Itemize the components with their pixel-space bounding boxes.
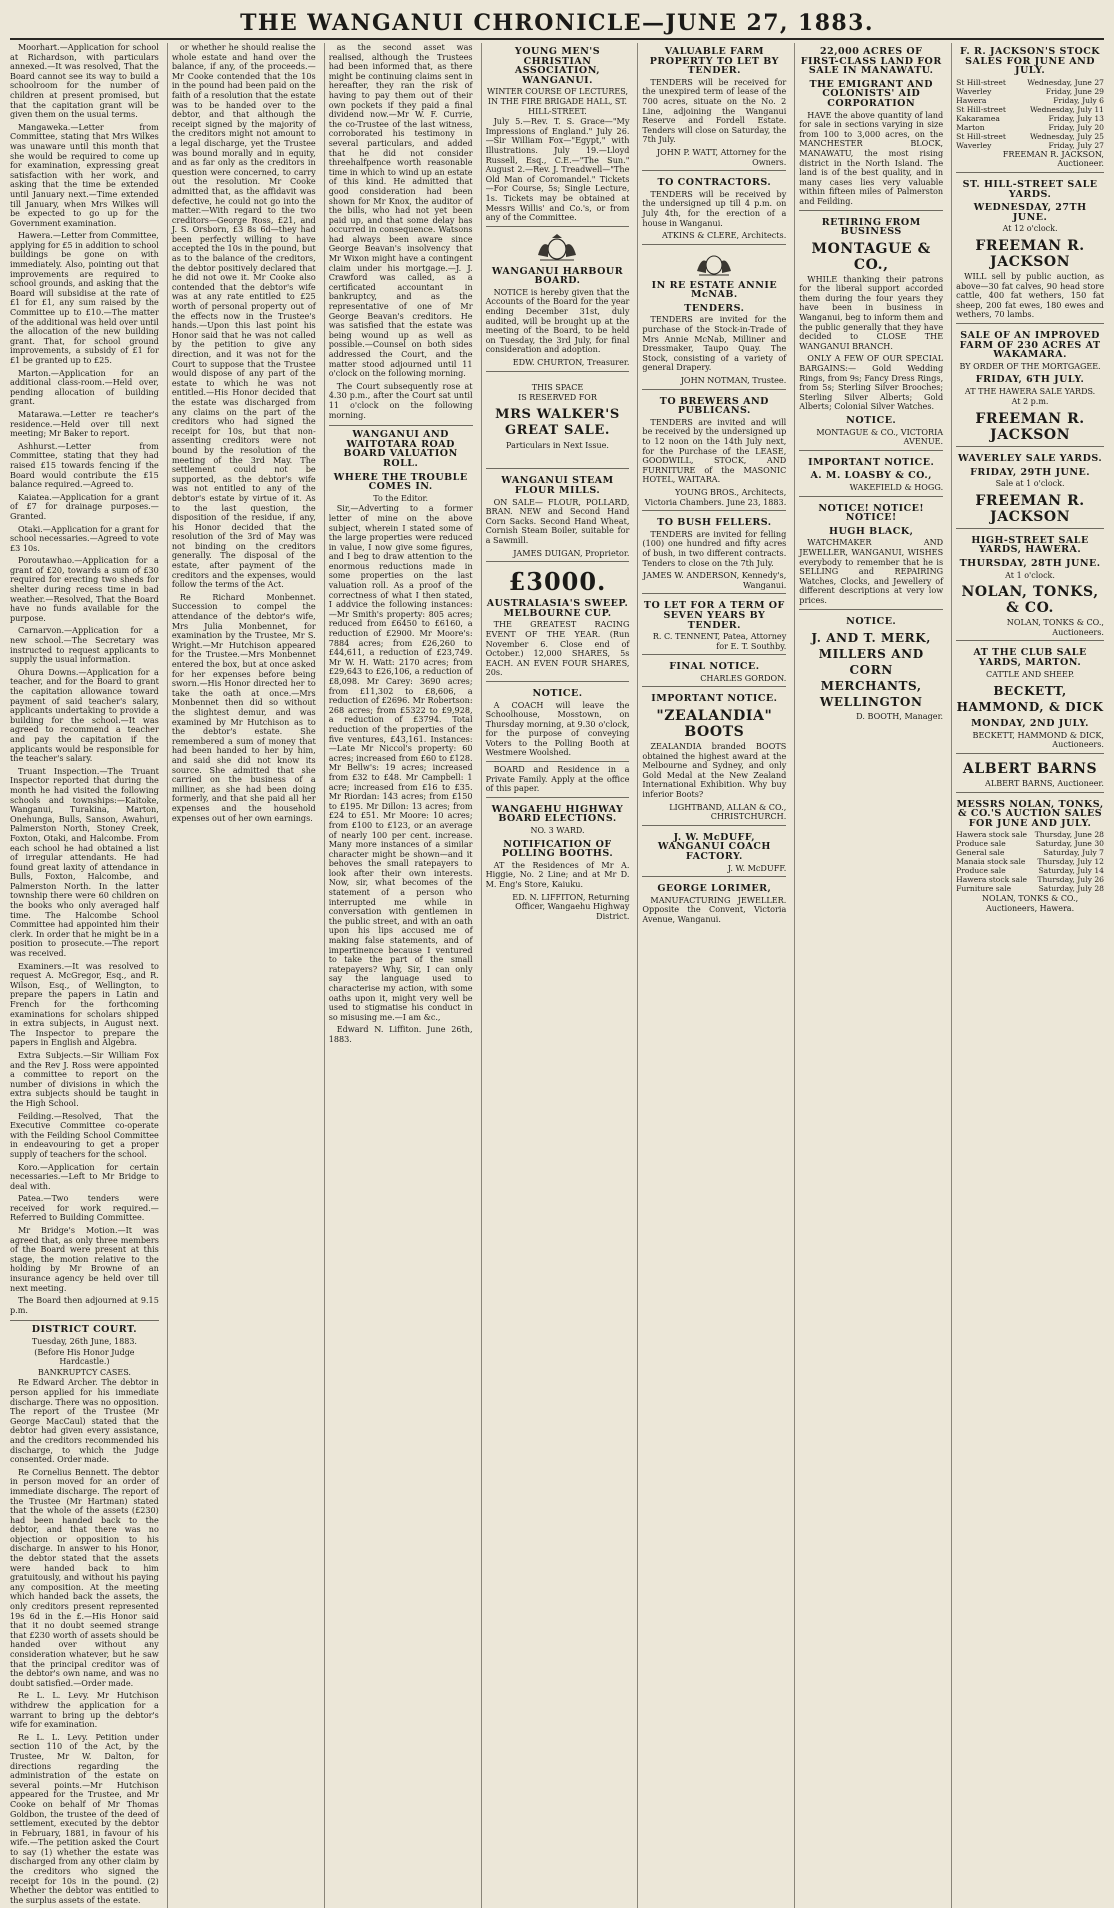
montague-title: MONTAGUE & CO.,: [811, 240, 931, 273]
board-ad: [486, 761, 630, 794]
montague-list: ONLY A FEW OF OUR SPECIAL BARGAINS:— Gold Wedding Rings, from 9s; Fancy Dress Rings, from 5s; Sterling Silver Brooches; Sterling Silver Alberts; Gold Alberts; Colonial Silver Watches.: [799, 353, 944, 412]
article-paragraph: Matarawa.—Letter re teacher's residence.—Held over till next meeting; Mr Baker to report.: [10, 408, 159, 439]
table-cell: General sale: [956, 848, 1005, 858]
emigrant-body: HAVE the above quantity of land for sale in sections varying in size from 100 to 3,000 acres, on the MANCHESTER BLOCK, MANAWATU, the most rising district in the North Island. The land is of the best quality, and in many cases lies very valuable within fifteen miles of Palmerston and Feilding.: [799, 109, 944, 206]
article-paragraph: The Court subsequently rose at 4.30 p.m., after the Court sat until 11 o'clock on the following morning.: [328, 380, 473, 420]
montague-ad: [799, 210, 943, 447]
nolan-footer: NOLAN, TONKS & CO., Auctioneers, Hawera.: [982, 894, 1079, 913]
nolan-sales-title: MESSRS NOLAN, TONKS, & CO.'S AUCTION SALES FOR JUNE AND JULY.: [956, 798, 1104, 829]
table-cell: Wednesday, June 27: [1027, 77, 1104, 87]
highway-heading: NOTIFICATION OF POLLING BOOTHS.: [501, 838, 614, 860]
article-paragraph: Kaiatea.—Application for a grant of £7 for drainage purposes.—Granted.: [10, 491, 159, 521]
table-cell: Produce sale: [956, 866, 1006, 876]
court-paragraphs: [10, 1378, 159, 1905]
thursday-date: THURSDAY, 28TH JUNE.: [959, 558, 1101, 570]
friday-29: FRIDAY, 29TH JUNE.: [970, 466, 1091, 478]
table-cell: Saturday, July 7: [1043, 848, 1104, 858]
sthill-time: At 12 o'clock.: [1002, 224, 1058, 234]
valuation-roll-heading: WANGANUI AND WAITOTARA ROAD BOARD VALUATION ROLL.: [343, 429, 458, 469]
column-7: [951, 43, 1104, 1908]
board-body: BOARD and Residence in a Private Family. Apply at the office of this paper.: [485, 764, 630, 794]
table-cell: Manaia stock sale: [956, 857, 1026, 867]
albert-sign: ALBERT BARNS, Auctioneer.: [984, 777, 1104, 788]
freeman-title-3: FREEMAN R. JACKSON: [975, 492, 1085, 525]
lorimer-ad: [642, 876, 786, 924]
article-paragraph: Extra Subjects.—Sir William Fox and the Rev J. Ross were appointed a committee to report on the number of divisions in which the extra subjects should be taught in the High School.: [10, 1049, 159, 1108]
table-row: [956, 848, 1104, 857]
loasby-title: A. M. LOASBY & CO.,: [810, 470, 932, 482]
divider: [10, 1320, 159, 1321]
column-4: [481, 43, 634, 1908]
article-paragraph: Re Richard Monbennet. Succession to compel the attendance of the debtor's wife, Mrs Julia Monbennet, for examination by the Trustee, Mr S. Wright.—Mr Hutchison appeared for the Trustee.—Mrs Monbennet entered the box, but at once asked for her expenses before being sworn.—His Honor directed her to take the oath at once.—Mrs Monbennet then did so without the slightest demur, and was examined by Mr Hutchison as to the debtor's estate. She remembered a sum of money that had been handed to her by him, and said she did not know its source. She admitted that she carried on the business of a milliner, as she had been doing formerly, and that she paid all her expenses and the household expenses out of her own earnings.: [171, 591, 316, 823]
columns-container: [10, 42, 1104, 1905]
sweep-title: AUSTRALASIA'S SWEEP. MELBOURNE CUP.: [486, 598, 629, 619]
farm-body: TENDERS will be received for the unexpired term of lease of the 700 acres, situate on the No. 2 Line, adjoining the Wanganui Reserve and Fordell Estate. Tenders will close on Saturday, the 7th July.: [642, 76, 787, 145]
notice-repeat: NOTICE! NOTICE! NOTICE!: [818, 502, 925, 524]
monday-date: MONDAY, 2ND JULY.: [971, 718, 1089, 730]
column-2-paragraphs: [172, 43, 316, 823]
estate-ad: [642, 244, 786, 386]
fellers-body: TENDERS are invited for felling (100) one hundred and fifty acres of bush, in two different contracts. Tenders to close on the 7th July.: [642, 528, 787, 568]
table-row: [956, 132, 1104, 141]
contractors-body: TENDERS will be received by the undersigned up till 4 p.m. on July 4th, for the erection of a house in Wanganui.: [642, 188, 787, 228]
column-1: [10, 43, 163, 1908]
at-1: At 1 o'clock.: [1005, 570, 1055, 580]
table-cell: Thursday, July 26: [1037, 875, 1104, 885]
table-cell: Wednesday, July 25: [1029, 131, 1104, 141]
table-cell: Hawera: [956, 95, 987, 105]
reserved-top: THIS SPACE: [531, 382, 584, 392]
table-row: [956, 839, 1104, 848]
improved-title: SALE OF AN IMPROVED FARM OF 230 ACRES AT WAKAMARA.: [959, 329, 1101, 361]
article-paragraph: or whether he should realise the whole estate and hand over the balance, if any, of the proceeds.—Mr Cooke contended that the 10s in the pound had been paid on the faith of a resolution that the estate was to be handed over to the debtor, and that although the receipt signed by the majority of the creditors might not amount to a legal discharge, yet the Trustee was bound morally and in equity, and as far only as the creditors in question were concerned, to carry out the resolution. Mr Cooke admitted that, as the affidavit was defective, he could not go into the matter.—With regard to the two creditors—George Ross, £21, and J. S. Orsborn, £3 8s 6d—they had been perfectly willing to have accepted the 10s in the pound, but as to the balance of the creditors, the debtor positively declared that he did not owe it. Mr Cooke also contended that the debtor's wife was at any rate entitled to £25 worth of personal property out of the effects now in the Trustee's hands.—Upon this last point his Honor said that he was not called by the petition to give any direction, and it was not for the Court to suppose that the Trustee would dispose of any part of the estate to which he was not entitled.—His Honor decided that the estate was discharged from any claims on the part of the creditors who had signed the receipt for 10s, but that non-assenting creditors were not bound by the resolution of the meeting of the 3rd May. The settlement could not be supported, as the debtor's wife was not entitled to any of the debtor's estate by virtue of it. As to the last question, the disposition of the residue, if any, his Honor decided that the resolution of the 3rd of May was not binding on the creditors generally. The disposal of the estate, after payment of the creditors and the expenses, would follow the terms of the Act.: [171, 42, 316, 590]
highway-ad: [486, 797, 630, 922]
court-paragraph: Re Edward Archer. The debtor in person applied for his immediate discharge. There was no opposition. The report of the Trustee (Mr George MacCaul) stated that the debtor had given every assistance, and the creditors recommended his discharge, to which the Judge consented. Order made.: [10, 1377, 159, 1465]
column-3-paragraphs: [329, 43, 473, 420]
merk-sign: D. BOOTH, Manager.: [856, 711, 944, 722]
nolan-sales-ad: [956, 792, 1104, 914]
court-paragraph: Re L. L. Levy. Mr Hutchison withdrew the application for a warrant to bring up the debtor's wife for examination.: [10, 1690, 159, 1730]
table-cell: Kakaramea: [956, 113, 1000, 123]
nolan-sign: NOLAN, TONKS & CO., Auctioneers.: [1006, 617, 1104, 637]
article-paragraph: The Board then adjourned at 9.15 p.m.: [10, 1295, 159, 1315]
letter-paragraph: Edward N. Liffiton. June 26th, 1883.: [328, 1024, 473, 1044]
club-ad: [956, 640, 1104, 750]
cattle: CATTLE AND SHEEP.: [985, 669, 1075, 679]
article-paragraph: Truant Inspection.—The Truant Inspector reported that during the month he had visited the following schools and townships:—Kaitoke, Wanganui, Turakina, Marton, Onehunga, Bulls, Sanson, Awahuri, Palmerston North, Stoney Creek, Foxton, Otaki, and Halcombe. From each school he had obtained a list of irregular attendants. He had found great laxity of attendance in Bulls, Foxton, Halcombe, and Palmerston North. In the latter township there were 60 children on the books who only averaged half time. The Halcombe School Committee had appointed him their clerk. In order that he might be in a position to prosecute.—The report was received.: [10, 765, 159, 959]
estate-body: TENDERS are invited for the purchase of the Stock-in-Trade of Mrs Annie McNab, Milliner and Dressmaker, Taupo Quay. The Stock, consisting of a variety of general Drapery.: [642, 314, 787, 373]
freeman-title-2: FREEMAN R. JACKSON: [975, 411, 1085, 444]
table-row: [956, 87, 1104, 96]
land-title: 22,000 ACRES OF FIRST-CLASS LAND FOR SALE IN MANAWATU.: [800, 46, 942, 77]
zealandia-ad: [642, 686, 786, 821]
sale-1: Sale at 1 o'clock.: [995, 479, 1065, 489]
zealandia-title: "ZEALANDIA" BOOTS: [656, 708, 773, 741]
lorimer-body: MANUFACTURING JEWELLER. Opposite the Convent, Victoria Avenue, Wanganui.: [642, 894, 787, 924]
article-paragraph: Otaki.—Application for a grant for school necessaries.—Agreed to vote £3 10s.: [10, 523, 159, 553]
contractors-title: TO CONTRACTORS.: [657, 177, 772, 189]
table-cell: Thursday, July 12: [1037, 857, 1104, 867]
estate-sign: JOHN NOTMAN, Trustee.: [680, 375, 787, 386]
hugh-black-ad: [799, 496, 943, 606]
table-row: [956, 866, 1104, 875]
wakefield-title: WAKEFIELD & HOGG.: [849, 481, 944, 492]
table-cell: Friday, July 27: [1048, 140, 1104, 150]
mill-body: ON SALE— FLOUR, POLLARD, BRAN. NEW and Second Hand Corn Sacks. Second Hand Wheat, Cornish Steam Boiler, suitable for a Sawmill.: [485, 496, 630, 545]
coach-sign: J. W. McDUFF.: [727, 862, 787, 873]
contractors-sign: ATKINS & CLERE, Architects.: [662, 230, 787, 241]
article-paragraph: Koro.—Application for certain necessaries.—Left to Mr Bridge to deal with.: [10, 1161, 159, 1191]
coach-factory-ad: [642, 825, 786, 873]
table-row: [956, 78, 1104, 87]
loasby-ad: [799, 450, 943, 493]
lorimer-title: GEORGE LORIMER,: [657, 883, 772, 895]
merk-ad: [799, 609, 943, 722]
table-cell: Hawera stock sale: [956, 875, 1027, 885]
brewers-title: TO BREWERS AND PUBLICANS.: [659, 395, 769, 417]
final-title: FINAL NOTICE.: [669, 661, 760, 673]
article-paragraph: Moorhart.—Application for school at Richardson, with particulars annexed.—It was resolved, That the Board cannot see its way to build a schoolroom for the number of children at present promised, but that the capitation grant will be given them on the usual terms.: [10, 42, 159, 120]
coach-title: J. W. McDUFF, WANGANUI COACH FACTORY.: [657, 831, 771, 862]
table-cell: Friday, July 13: [1048, 113, 1104, 123]
harbour-title: WANGANUI HARBOUR BOARD.: [491, 265, 624, 287]
jackson-title: F. R. JACKSON'S STOCK SALES FOR JUNE AND JULY.: [960, 46, 1101, 77]
table-cell: St Hill-street: [956, 104, 1006, 114]
notice-small-title: NOTICE.: [846, 415, 897, 426]
montague-body: WHILE thanking their patrons for the liberal support accorded them during the four years they have been in business in Wanganui, beg to inform them and the public generally that they have decided to CLOSE THE WANGANUI BRANCH.: [799, 273, 944, 351]
article-paragraph: Feilding.—Resolved, That the Executive Committee co-operate with the Feilding School Committee in endeavouring to get a proper supply of teachers for the school.: [10, 1110, 159, 1159]
reserved-note: Particulars in Next Issue.: [506, 440, 609, 450]
contractors-ad: [642, 170, 786, 241]
coat-of-arms-icon: [694, 251, 734, 277]
court-judge: (Before His Honor Judge Hardcastle.): [34, 1347, 135, 1367]
fellers-ad: [642, 510, 786, 590]
table-row: [956, 857, 1104, 866]
column-2: [167, 43, 320, 1908]
article-paragraph: Patea.—Two tenders were received for work required.—Referred to Building Committee.: [10, 1193, 159, 1223]
notice-final: NOTICE.: [846, 615, 897, 627]
harbour-ad: [486, 226, 630, 368]
court-paragraph: Re Cornelius Bennett. The debtor in person moved for an order of immediate discharge. The report of the Trustee (Mr Hartman) stated that the whole of the assets (£230) had been handed back to the debtor, and that there was no objection or opposition to his discharge. In answer to his Honor, the debtor stated that the assets were handed back to him gratuitously, and without his paying any composition. At the meeting which handed back the assets, the only creditors present represented 19s 6d in the £.—His Honor said that it no doubt seemed strange that £230 worth of assets should be handed over without any consideration whatever, but he saw that the principal creditor was of the debtor's own name, and was no doubt satisfied.—Order made.: [10, 1466, 159, 1688]
zealandia-body: ZEALANDIA branded BOOTS obtained the highest award at the Melbourne and Sydney, and only Gold Medal at the New Zealand International Exhibition. Why buy inferior Boots?: [642, 741, 787, 800]
farm-sign: JOHN P. WATT, Attorney for the Owners.: [656, 146, 787, 167]
article-paragraph: Ashhurst.—Letter from Committee, stating that they had raised £15 towards fencing if the Board would contribute the £15 balance required.—Agreed to.: [10, 440, 159, 490]
sevenyear-sign: R. C. TENNENT, Patea, Attorney for E. T. Southby.: [652, 631, 787, 651]
beckett-sign: BECKETT, HAMMOND & DICK, Auctioneers.: [972, 729, 1104, 750]
to-editor: To the Editor.: [373, 493, 429, 503]
table-row: [956, 830, 1104, 839]
article-paragraph: Mangaweka.—Letter from Committee, stating that Mrs Wilkes was unaware until this month that she would be required to come up for examination, expressing great satisfaction with her work, and asking that the time be extended until January next.—Time extended till January, when Mrs Wilkes will be expected to go up for the Government examination.: [10, 121, 159, 228]
table-cell: Waverley: [956, 140, 992, 150]
table-row: [956, 105, 1104, 114]
article-paragraph: Marton.—Application for an additional class-room.—Held over, pending allocation of building grant.: [10, 367, 159, 407]
merk-title: J. AND T. MERK, MILLERS AND CORN MERCHANTS, WELLINGTON: [811, 631, 932, 710]
harbour-sign: EDW. CHURTON, Treasurer.: [512, 357, 630, 368]
highway-sign: ED. N. LIFFITON, Returning Officer, Wangaehu Highway District.: [512, 891, 630, 921]
fellers-sign: JAMES W. ANDERSON, Kennedy's, Wanganui.: [642, 570, 787, 590]
table-cell: Produce sale: [956, 839, 1006, 849]
coat-of-arms-icon: [534, 233, 580, 263]
masthead-rule: [10, 38, 1104, 40]
reserved-big: MRS WALKER'S GREAT SALE.: [495, 406, 620, 438]
albert-title: ALBERT BARNS: [962, 760, 1098, 777]
at-2pm: At 2 p.m.: [1011, 397, 1049, 407]
letter-paragraphs: [329, 504, 473, 1044]
sweep-amount: £3000.: [508, 567, 607, 597]
court-date: Tuesday, 26th June, 1883.: [31, 1337, 137, 1346]
table-cell: Waverley: [956, 86, 992, 96]
estate-heading: TENDERS.: [684, 302, 745, 314]
club-title: AT THE CLUB SALE YARDS, MARTON.: [973, 647, 1087, 668]
nolan-title: NOLAN, TONKS, & CO.: [961, 584, 1099, 617]
table-cell: Friday, June 29: [1045, 86, 1104, 96]
article-paragraph: Ohura Downs.—Application for a teacher, and for the Board to grant the capitation allowance toward payment of said teacher's salary, applicants undertaking to provide a building for the school.—It was agreed to recommend a teacher and pay the capitation if the applicants would be responsible for the teacher's salary.: [10, 666, 159, 764]
sevenyear-ad: [642, 593, 786, 651]
montague-sign: MONTAGUE & CO., VICTORIA AVENUE.: [816, 426, 944, 447]
friday-date: FRIDAY, 6TH JULY.: [975, 374, 1085, 386]
ymca-title: YOUNG MEN'S CHRISTIAN ASSOCIATION, WANGANUI.: [514, 46, 601, 86]
sthill-title: ST. HILL-STREET SALE YARDS.: [962, 178, 1098, 200]
emigrant-title: THE EMIGRANT AND COLONISTS' AID CORPORATION: [809, 78, 933, 109]
notice-title: NOTICE.: [532, 687, 583, 699]
nolan-sales-table: [956, 830, 1104, 893]
article-paragraph: as the second asset was realised, although the Trustees had been informed that, as there might be continuing claims sent in hereafter, they ran the risk of having to pay them out of their own pockets if they paid a final dividend now.—Mr W. F. Currie, the co-Trustee of the last witness, corroborated his testimony in several particulars, and added that he did not consider threehalfpence worth reasonable time in which to wind up an estate of this kind. He admitted that good consideration had been shown for Mr Knox, the auditor of the bills, who had not yet been paid up, and that some delay has occurred in consequence. Watsons had always been aware since George Beavan's insolvency that Mr Wixon might have a contingent claim under his mortgage.—J. J. Crawford was called, as a certificated accountant in bankruptcy, and as the representative of one of Mr George Beavan's creditors. He was satisfied that the estate was being wound up as well as possible.—Counsel on both sides addressed the Court, and the matter stood adjourned until 11 o'clock on the following morning.: [328, 42, 473, 379]
sweep-body: THE GREATEST RACING EVENT OF THE YEAR. (Run November 6. Close end of October.) 12,000 SHARES, 5s EACH. AN EVEN FOUR SHARES, 20s.: [485, 619, 630, 678]
table-cell: Saturday, July 14: [1038, 866, 1104, 876]
final-sign: CHARLES GORDON.: [700, 672, 787, 683]
zealandia-sign: LIGHTBAND, ALLAN & CO., CHRISTCHURCH.: [669, 801, 787, 822]
column-5: [637, 43, 790, 1908]
court-paragraph: Re L. L. Levy. Petition under section 110 of the Act, by the Trustee, Mr W. Dalton, for directions regarding the administration of the estate on several points.—Mr Hutchison appeared for the Trustee, and Mr Cooke on behalf of Mr Thomas Goldbon, the trustee of the deed of settlement, executed by the debtor in February, 1881, in favour of his wife.—The petition asked the Court to say (1) whether the estate was discharged from any other claim by the creditors who signed the receipt for 10s in the pound. (2) Whether the debtor was entitled to the surplus assets of the estate.: [10, 1731, 159, 1905]
table-row: [956, 884, 1104, 893]
mill-title: WANGANUI STEAM FLOUR MILLS.: [501, 475, 614, 496]
notice-body: A COACH will leave the Schoolhouse, Mosstown, on Thursday morning, at 9.30 o'clock, for the purpose of conveying Voters to the Polling Booth at Westmere Woolshed.: [485, 699, 630, 758]
brewers-sign: YOUNG BROS., Architects, Victoria Chambers. June 23, 1883.: [644, 486, 787, 507]
article-paragraph: Examiners.—It was resolved to request A. McGregor, Esq., and R. Wilson, Esq., of Wellington, to prepare the papers in Latin and French for the forthcoming examinations for scholars shipped in extra subjects, in August next. The Inspector to prepare the papers in English and Algebra.: [10, 960, 159, 1048]
final-notice: [642, 654, 786, 683]
table-cell: Thursday, June 28: [1034, 830, 1104, 840]
table-cell: Wednesday, July 11: [1029, 104, 1104, 114]
sthill-ad: [956, 172, 1104, 320]
harbour-body: NOTICE is hereby given that the Accounts of the Board for the year ending December 31st, duly audited, will be brought up at the meeting of the Board, to be held on Tuesday, the 3rd July, for final consideration and adoption.: [485, 286, 630, 355]
table-cell: Saturday, June 30: [1035, 839, 1104, 849]
mill-sign: JAMES DUIGAN, Proprietor.: [513, 547, 630, 558]
table-row: [956, 123, 1104, 132]
mill-ad: [486, 468, 630, 558]
sevenyear-title: TO LET FOR A TERM OF SEVEN YEARS BY TENDER.: [643, 600, 785, 631]
waverley-ad: [956, 446, 1104, 525]
hugh-body: WATCHMAKER AND JEWELLER, WANGANUI, WISHES everybody to remember that he is SELLING and REPAIRING Watches, Clocks, and Jewellery of different descriptions at very low prices.: [799, 537, 944, 605]
important-title: IMPORTANT NOTICE.: [808, 456, 935, 468]
sthill-date: WEDNESDAY, 27TH JUNE.: [973, 202, 1087, 223]
article-paragraph: Poroutawhao.—Application for a grant of £20, towards a sum of £30 required for erecting two sheds for shelter during recess time in bad weather.—Resolved, That the Board have no funds available for the purpose.: [10, 555, 159, 623]
table-cell: Marton: [956, 122, 985, 132]
letter-paragraph: Sir,—Adverting to a former letter of mine on the above subject, wherein I stated some of the large properties were reduced in value, I now give some figures, and I beg to draw attention to the enormous reductions made in some properties on the last valuation roll. As a proof of the correctness of what I then stated, I addvice the following instances:—Mr Smith's property: 805 acres; reduced from £6450 to £6160, a reduction of £2900. Mr Moore's: 7884 acres; from £26,260 to £44,611, a reduction of £23,749. Mr W. H. Watt: 2170 acres; from £29,643 to £26,106, a reduction of £8,098. Mr Carey: 3690 acres; from £11,302 to £8,606, a reduction of £2696. Mr Robertson: 268 acres; from £5322 to £9,928, a reduction of £3794. Total reduction of the properties of the five ventures, £43,161. Instances:—Late Mr Niccol's property: 60 acres; increased from £60 to £128. Mr Bellw's: 19 acres; increased from £32 to £48. Mr Campbell: 1 acre; increased from £16 to £35. Mr Riordan: 143 acres; from £150 to £195. Mr Dillon: 13 acres; from £24 to £51. Mr Moore: 10 acres; from £100 to £123, or an average of nearly 100 per cent. increase. Many more instances of a similar character might be shown—and it behoves the small ratepayers to look after their own interests. Now, sir, what becomes of the statement of a person who interrupted me while in conversation with gentlemen in the public street, and with an oath upon his lips accused me of making false statements, and of impertinence because I ventured to take the part of the small ratepayers? Why, Sir, I can only say the language used to characterise my action, with some oaths upon it, might very well be used to stigmatise his conduct in so misusing me.—I am &c.,: [328, 503, 473, 1022]
article-paragraph: Mr Bridge's Motion.—It was agreed that, as only three members of the Board were present at this stage, the motion relative to the holding by Mr Browne of an insurance agency be held over till next meeting.: [10, 1225, 159, 1293]
court-subheading: BANKRUPTCY CASES.: [37, 1367, 131, 1377]
reserved-mid: IS RESERVED FOR: [518, 393, 597, 403]
mortgagee: BY ORDER OF THE MORTGAGEE.: [959, 361, 1101, 371]
table-cell: Hawera stock sale: [956, 830, 1027, 840]
table-cell: Friday, July 6: [1053, 95, 1104, 105]
coach-notice: [486, 681, 630, 758]
freeman-title: FREEMAN R. JACKSON: [975, 237, 1085, 270]
article-paragraph: Hawera.—Letter from Committee, applying for £5 in addition to school buildings be gone on with immediately. Also, pointing out that improvements are required to school grounds, and asking that the Board will subsidise at the rate of £1 for £1, any sum raised by the Committee up to £10.—The matter of the additional was held over until the allocation of the new building grant. That, for school ground improvements, a subsidy of £1 for £1 be granted up to £25.: [10, 230, 159, 365]
table-row: [956, 96, 1104, 105]
reserved-space-ad: [486, 371, 630, 466]
table-cell: Saturday, July 28: [1038, 884, 1104, 894]
freeman-body: WILL sell by public auction, as above—30 fat calves, 90 head store cattle, 400 fat wethers, 150 fat sheep, 200 fat ewes, 180 ewes and wethers, 70 lambs.: [956, 270, 1104, 320]
waverley-title: WAVERLEY SALE YARDS.: [957, 453, 1103, 465]
table-row: [956, 114, 1104, 123]
hugh-title: HUGH BLACK,: [829, 525, 914, 537]
highway-body: AT the Residences of Mr A. Higgie, No. 2 Line; and at Mr D. M. Eng's Store, Kaiuku.: [485, 859, 630, 889]
column-1-paragraphs: [10, 43, 159, 1315]
highway-title: WANGAEHU HIGHWAY BOARD ELECTIONS.: [491, 803, 624, 825]
highway-sub: NO. 3 WARD.: [530, 826, 585, 836]
brewers-body: TENDERS are invited and will be received by the undersigned up to 12 noon on the 14th July next, for the Purchase of the LEASE, GOODWILL, STOCK, AND FURNITURE of the MASONIC HOTEL, WAITARA.: [642, 416, 787, 485]
table-cell: Friday, July 20: [1048, 122, 1104, 132]
brewers-ad: [642, 389, 786, 508]
jackson-sign: FREEMAN R. JACKSON, Auctioneer.: [1002, 148, 1104, 169]
table-row: [956, 875, 1104, 884]
hawera-yards: AT THE HAWERA SALE YARDS.: [964, 386, 1096, 396]
court-heading: DISTRICT COURT.: [31, 1324, 138, 1336]
divider: [329, 425, 473, 426]
retiring-title: RETIRING FROM BUSINESS: [821, 216, 921, 238]
farm-title: VALUABLE FARM PROPERTY TO LET BY TENDER.: [649, 46, 779, 77]
important-title: IMPORTANT NOTICE.: [651, 693, 778, 705]
highstreet-title: HIGH-STREET SALE YARDS, HAWERA.: [971, 534, 1089, 556]
estate-title: IN RE ESTATE ANNIE McNAB.: [651, 279, 778, 301]
jackson-sales-table: [956, 78, 1104, 150]
ymca-subtitle: WINTER COURSE OF LECTURES, IN THE FIRE BRIGADE HALL, ST. HILL-STREET.: [486, 87, 629, 116]
table-cell: St Hill-street: [956, 77, 1006, 87]
sweep-ad: [486, 561, 630, 678]
fellers-title: TO BUSH FELLERS.: [657, 517, 772, 529]
table-cell: St Hill-street: [956, 131, 1006, 141]
highstreet-ad: [956, 528, 1104, 638]
masthead-title: THE WANGANUI CHRONICLE—JUNE 27, 1883.: [240, 10, 874, 36]
article-paragraph: Carnarvon.—Application for a new school.—The Secretary was instructed to request applicants to supply the usual information.: [10, 625, 159, 665]
beckett-title: BECKETT, HAMMOND, & DICK: [956, 684, 1104, 715]
improved-farm-ad: [956, 323, 1104, 443]
ymca-body: July 5.—Rev. T. S. Grace—"My Impressions of England." July 26.—Sir William Fox—"Egypt," with Illustrations. July 19.—Lloyd Russell, Esq., C.E.—"The Sun." August 2.—Rev. J. Treadwell—"The Old Man of Coromandel." Tickets—For Course, 5s; Single Lecture, 1s. Tickets may be obtained at Messrs Willis' and Co.'s, or from any of the Committee.: [485, 116, 630, 223]
albert-ad: [956, 753, 1104, 789]
trouble-heading: WHERE THE TROUBLE COMES IN.: [333, 471, 468, 493]
column-6: [794, 43, 947, 1908]
column-3: [324, 43, 477, 1908]
table-cell: Furniture sale: [956, 884, 1012, 894]
